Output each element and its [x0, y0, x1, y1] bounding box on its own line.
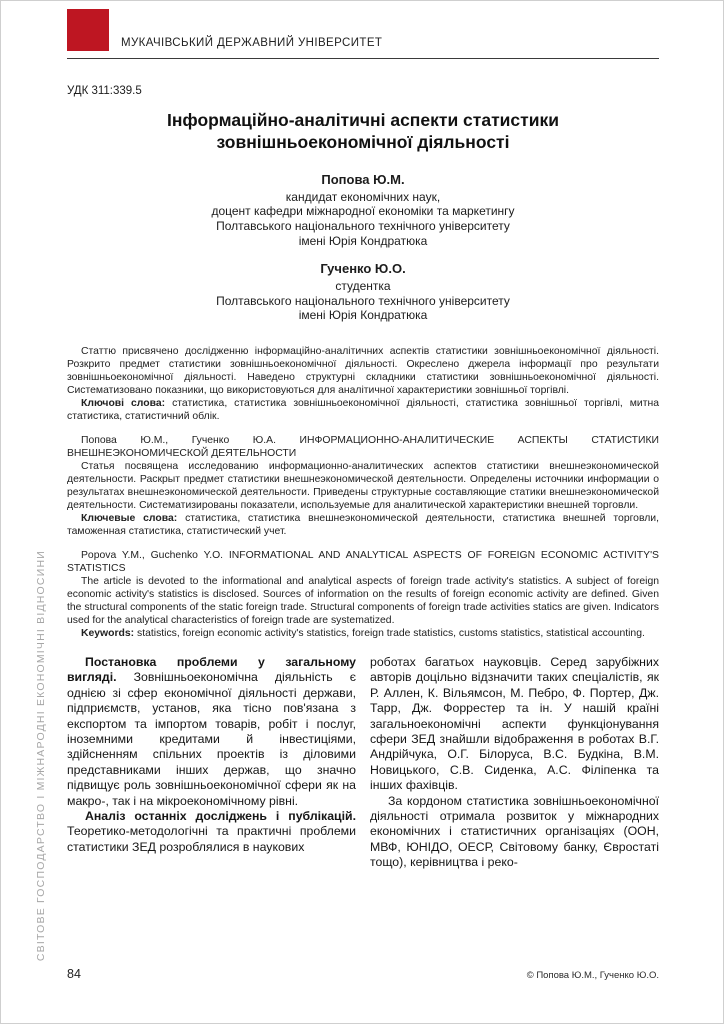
article-title-line-1: Інформаційно-аналітичні аспекти статистики [166, 110, 560, 130]
article-title-line-2: зовнішньоекономічної діяльності [216, 132, 510, 153]
abstract-ukrainian [67, 345, 659, 423]
paragraph-text: Зовнішньоекономічна діяльність є однією зі сфер економічної діяльності держави, підприємств, установ, яка тісно пов'язана з експортом та імпортом товарів, робіт і послуг, іноземними кредитами й інвестиціями, здійсненням спільних проектів із діловими представниками інших держав, що значно підвищує роль зовнішньоекономічної сфери як на макро-, так і на мікроекономічному рівні. [67, 670, 356, 808]
page-footer [67, 967, 659, 981]
author-affiliation-line: імені Юрія Кондратюка [298, 308, 428, 323]
body-column-right [370, 655, 659, 871]
author-affiliation-line: кандидат економічних наук, [285, 189, 441, 204]
body-paragraph [67, 655, 356, 809]
abstract-keywords [67, 627, 659, 640]
keywords-label: Keywords: [81, 627, 135, 639]
abstract-heading: Popova Y.M., Guchenko Y.O. INFORMATIONAL AND ANALYTICAL ASPECTS OF FOREIGN ECONOMIC ACTIVITY'S STATISTICS [67, 549, 659, 574]
author-affiliation-line: студентка [335, 279, 391, 294]
abstract-russian [67, 434, 659, 538]
article-title [67, 109, 659, 154]
body-paragraph: роботах багатьох науковців. Серед зарубіжних авторів доцільно відзначити таких спеціалістів, як Р. Аллен, К. Вільямсон, М. Пебро, Ф. Портер, Дж. Тарр, Дж. Форрестер та ін. У нашій країні загальноекономічні аспекти функціонування сфери ЗЕД знайшли відображення в роботах В.Г. Андрійчука, О.Г. Білоруса, В.С. Будкіна, В.М. Новицького, С.В. Сиденка, А.С. Філіпенка та інших фахівців. [370, 654, 659, 793]
keywords-text: статистика, статистика внешнеэкономической деятельности, статистика внешней торговли, таможенная статистика, статистический учет. [67, 512, 659, 537]
author-affiliation-line: Полтавського національного технічного університету [216, 218, 510, 233]
author-name: Гученко Ю.О. [320, 261, 406, 277]
paragraph-text: Теоретико-методологічні та практичні проблеми статистики ЗЕД розроблялися в наукових [67, 824, 356, 854]
abstract-keywords [67, 512, 659, 538]
page-number: 84 [67, 967, 81, 981]
abstracts-block [67, 345, 659, 640]
section-label-vertical: СВІТОВЕ ГОСПОДАРСТВО І МІЖНАРОДНІ ЕКОНОМІЧНІ ВІДНОСИНИ [35, 549, 47, 961]
keywords-text: statistics, foreign economic activity's statistics, foreign trade statistics, customs statistics, statistical accounting. [137, 627, 645, 639]
abstract-text: Статья посвящена исследованию информационно-аналитических аспектов статистики внешнеэкономической деятельности. Раскрыт предмет статистики внешнеэкономической деятельности. Определены источники информации о результатах внешнеэкономической деятельности. Приведены структурные составляющие статики внешнеэкономической деятельности. Систематизированы показатели, используемые для аналитической характеристики внешней торговли. [67, 460, 659, 511]
abstract-heading: Попова Ю.М., Гученко Ю.А. ИНФОРМАЦИОННО-АНАЛИТИЧЕСКИЕ АСПЕКТЫ СТАТИСТИКИ ВНЕШНЕЭКОНОМИЧЕСКОЙ ДЕЯТЕЛЬНОСТИ [67, 434, 659, 459]
header-row [67, 9, 659, 51]
body-paragraph: За кордоном статистика зовнішньоекономічної діяльності отримала розвиток у міжнародних економічних і статистичних організаціях (ООН, МВФ, ЮНІДО, ОЕСР, Світовому банку, Євростаті тощо), керівництва і реко- [370, 793, 659, 870]
paragraph-lead: Постановка проблеми у загальному вигляді. [67, 654, 356, 685]
author-name: Попова Ю.М. [321, 171, 405, 187]
body-two-columns [67, 655, 659, 871]
author-affiliation-line: доцент кафедри міжнародної економіки та маркетингу [211, 204, 515, 219]
abstract-text: Статтю присвячено дослідженню інформаційно-аналітичних аспектів статистики зовнішньоекономічної діяльності. Розкрито предмет статистики зовнішньоекономічної діяльності. Окреслено джерела інформації про результати зовнішньоекономічної діяльності. Наведено структурні складники статистики зовнішньоекономічної діяльності. Систематизовано показники, що використовуються для аналітичної характеристики зовнішньої торгівлі. [67, 345, 659, 396]
paragraph-lead: Аналіз останніх досліджень і публікацій. [85, 809, 356, 823]
abstract-text: The article is devoted to the informational and analytical aspects of foreign trade activity's statistics. A subject of foreign economic activity's statistics is disclosed. Sources of information on the results of foreign economic activity are defined. Given the structural components of the static foreign trade. Structural components of foreign trade activities statics are given. Indicators used for the analytical characteristics of foreign trade are systematized. [67, 575, 659, 626]
header-rule [67, 58, 659, 59]
author-1 [67, 172, 659, 248]
udc-code: УДК 311:339.5 [67, 85, 142, 97]
author-2 [67, 261, 659, 323]
authors-block [67, 172, 659, 323]
keywords-label: Ключові слова: [81, 397, 166, 409]
author-affiliation-line: Полтавського національного технічного університету [216, 293, 510, 308]
university-name: МУКАЧІВСЬКИЙ ДЕРЖАВНИЙ УНІВЕРСИТЕТ [121, 37, 383, 49]
university-logo-red-square [67, 9, 109, 51]
body-column-left [67, 655, 356, 871]
keywords-text: статистика, статистика зовнішньоекономічної діяльності, статистика зовнішньої торгівлі, митна статистика, статистичний облік. [67, 397, 659, 422]
copyright-notice: © Попова Ю.М., Гученко Ю.О. [526, 970, 659, 981]
keywords-label: Ключевые слова: [81, 512, 178, 524]
body-paragraph [67, 809, 356, 855]
page-header [67, 9, 659, 59]
abstract-keywords [67, 397, 659, 423]
author-affiliation-line: імені Юрія Кондратюка [298, 233, 428, 248]
abstract-english [67, 549, 659, 640]
